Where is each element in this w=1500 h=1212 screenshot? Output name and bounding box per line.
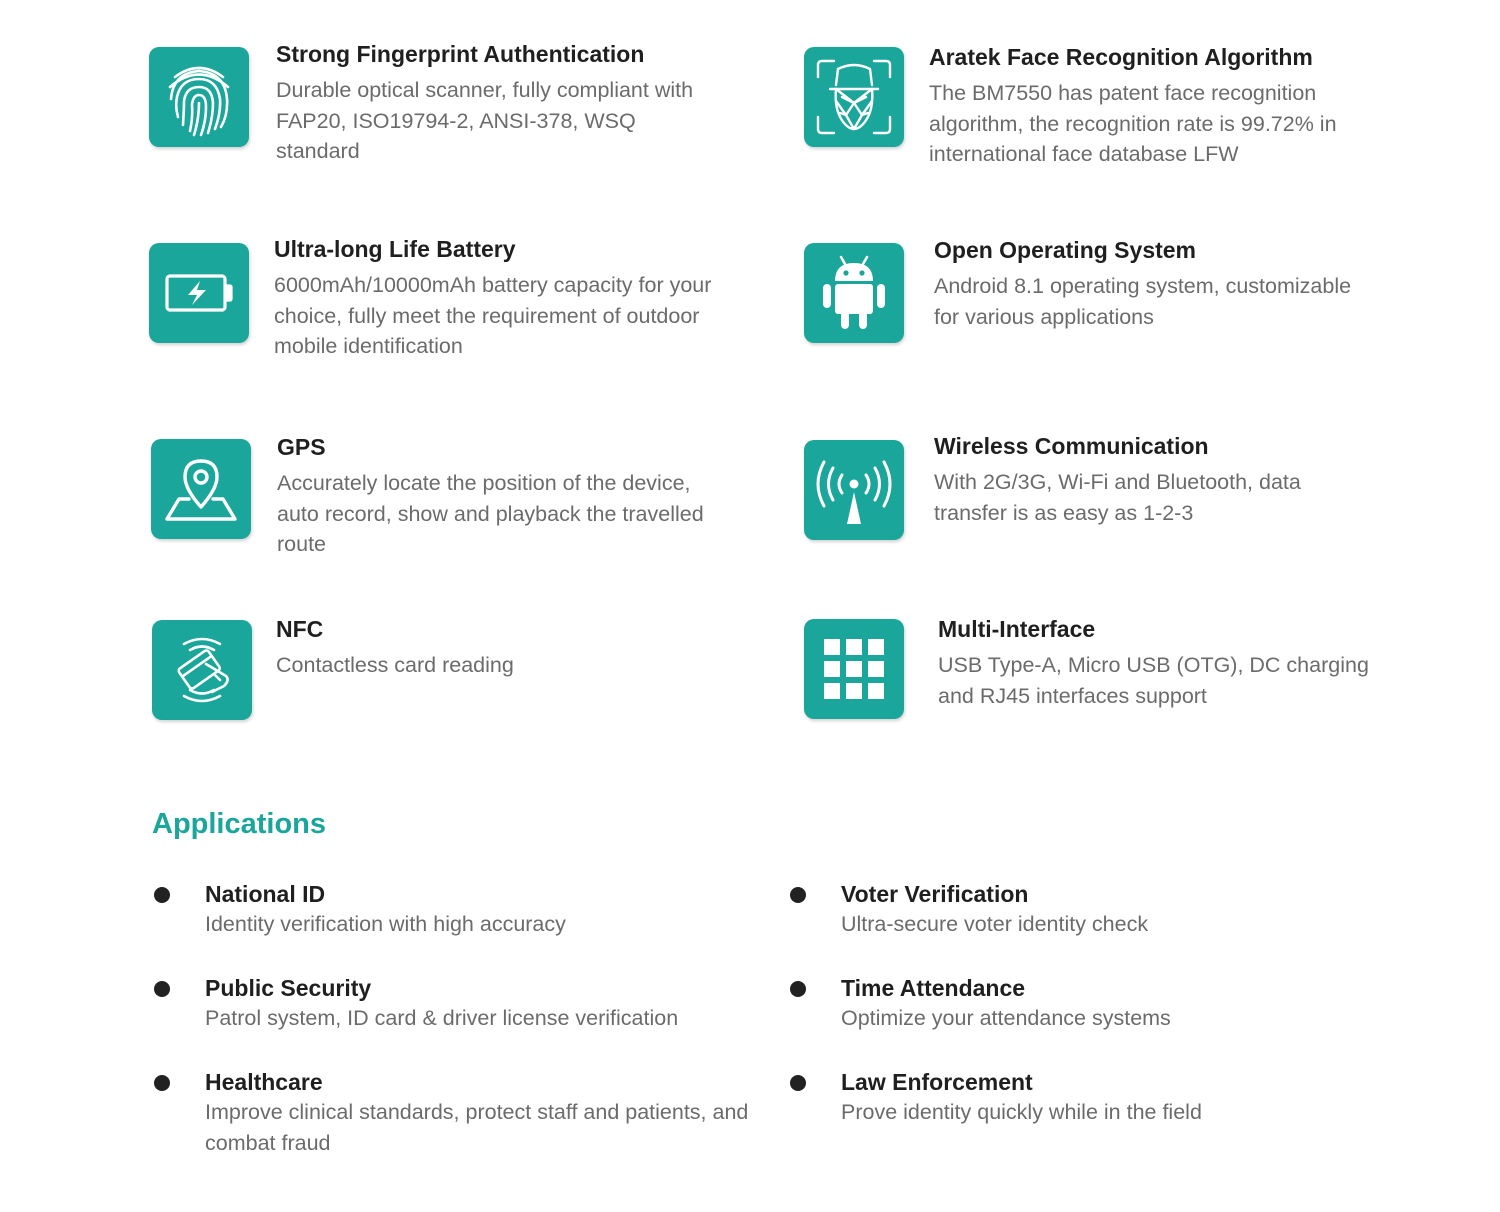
- bullet-icon: [154, 1075, 170, 1091]
- feature-title: GPS: [277, 434, 326, 460]
- feature-description: USB Type-A, Micro USB (OTG), DC charging and RJ45 interfaces support: [938, 653, 1369, 708]
- application-title: National ID: [205, 881, 326, 907]
- bullet-icon: [790, 887, 806, 903]
- feature-description: Durable optical scanner, fully compliant with FAP20, ISO19794-2, ANSI-378, WSQ standard: [276, 78, 694, 163]
- feature-title: Open Operating System: [934, 237, 1197, 263]
- feature-title: NFC: [276, 616, 324, 642]
- android-icon: [804, 243, 904, 343]
- feature-title: Multi-Interface: [938, 616, 1096, 642]
- feature-title: Wireless Communication: [934, 433, 1209, 459]
- battery-icon: [149, 243, 249, 343]
- application-title: Voter Verification: [841, 881, 1029, 907]
- feature-description: The BM7550 has patent face recognition algorithm, the recognition rate is 99.72% in international face database LFW: [929, 81, 1337, 166]
- feature-title: Aratek Face Recognition Algorithm: [929, 44, 1313, 70]
- fingerprint-icon: [149, 47, 249, 147]
- wireless-antenna-icon: [804, 440, 904, 540]
- applications-heading: Applications: [152, 808, 327, 840]
- feature-description: With 2G/3G, Wi-Fi and Bluetooth, data transfer is as easy as 1-2-3: [934, 470, 1301, 525]
- application-description: Identity verification with high accuracy: [205, 912, 566, 936]
- location-pin-icon: [151, 439, 251, 539]
- application-title: Healthcare: [205, 1069, 323, 1095]
- bullet-icon: [154, 981, 170, 997]
- feature-description: Contactless card reading: [276, 653, 514, 677]
- application-description: Improve clinical standards, protect staff and patients, and combat fraud: [205, 1100, 749, 1155]
- feature-description: Android 8.1 operating system, customizable for various applications: [934, 274, 1352, 329]
- application-description: Prove identity quickly while in the field: [841, 1100, 1202, 1124]
- feature-description: Accurately locate the position of the device, auto record, show and playback the travelled route: [277, 471, 704, 556]
- application-description: Ultra-secure voter identity check: [841, 912, 1149, 936]
- feature-title: Strong Fingerprint Authentication: [276, 41, 645, 67]
- nfc-card-icon: [152, 620, 252, 720]
- application-title: Time Attendance: [841, 975, 1026, 1001]
- bullet-icon: [790, 1075, 806, 1091]
- application-title: Public Security: [205, 975, 372, 1001]
- feature-title: Ultra-long Life Battery: [274, 236, 516, 262]
- feature-description: 6000mAh/10000mAh battery capacity for your choice, fully meet the requirement of outdoor mobile identification: [274, 273, 712, 358]
- face-recognition-icon: [804, 47, 904, 147]
- application-description: Optimize your attendance systems: [841, 1006, 1171, 1030]
- bullet-icon: [154, 887, 170, 903]
- application-description: Patrol system, ID card & driver license verification: [205, 1006, 679, 1030]
- grid-icon: [804, 619, 904, 719]
- application-title: Law Enforcement: [841, 1069, 1033, 1095]
- bullet-icon: [790, 981, 806, 997]
